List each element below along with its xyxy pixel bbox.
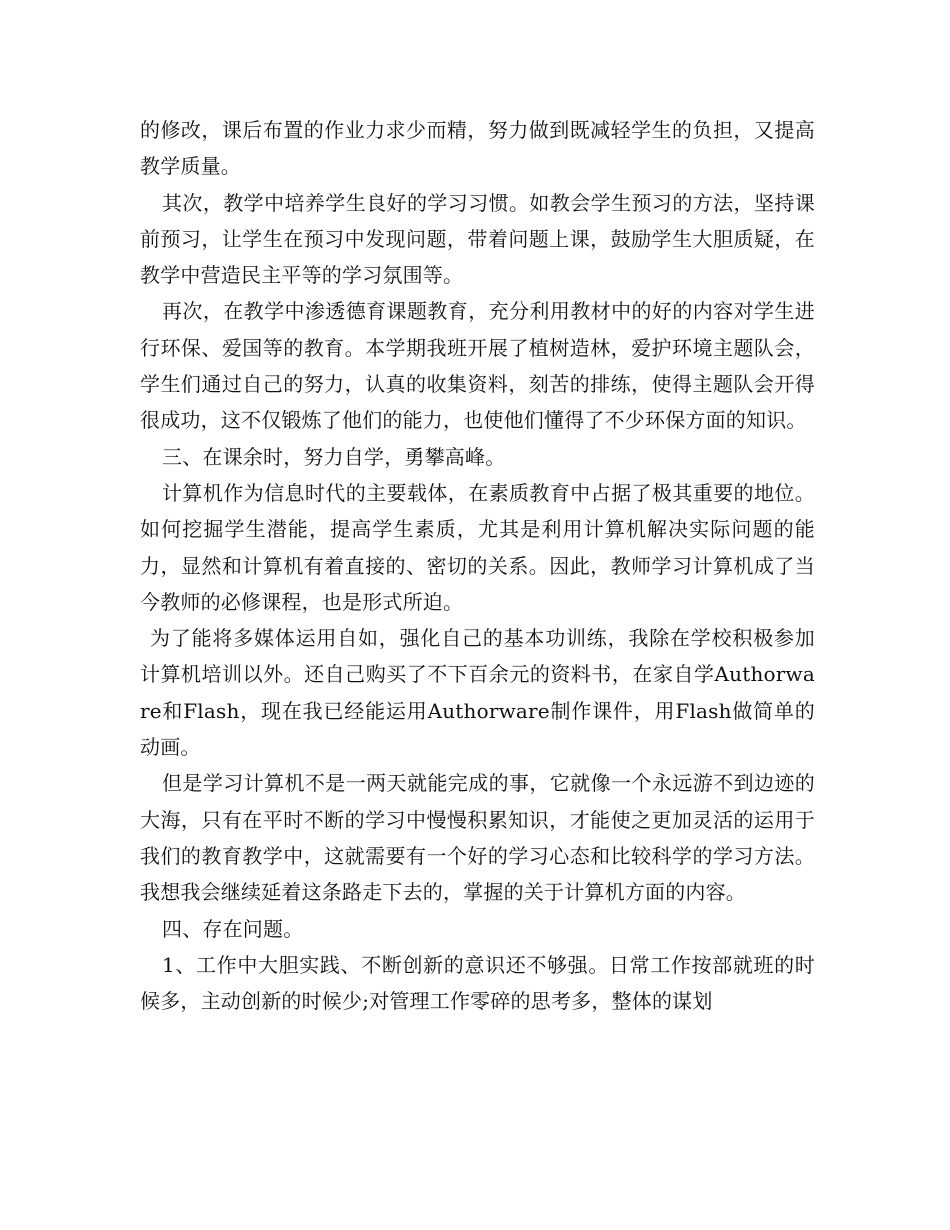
paragraph-continuous-learning: 但是学习计算机不是一两天就能完成的事，它就像一个永远游不到边迹的大海，只有在平时不断的学习中慢慢积累知识，才能使之更加灵活的运用于我们的教育教学中，这就需要有一个好的学习心态和比较科学的学习方法。我想我会继续延着这条路走下去的，掌握的关于计算机方面的内容。 — [140, 771, 815, 905]
paragraph-problem-1: 1、工作中大胆实践、不断创新的意识还不够强。日常工作按部就班的时候多，主动创新的时候少;对管理工作零碎的思考多，整体的谋划 — [140, 952, 815, 1014]
paragraph-continuation: 的修改，课后布置的作业力求少而精，努力做到既减轻学生的负担，又提高教学质量。 — [140, 118, 815, 179]
section-heading-self-study: 三、在课余时，努力自学，勇攀高峰。 — [162, 444, 506, 469]
paragraph-computer-importance: 计算机作为信息时代的主要载体，在素质教育中占据了极其重要的地位。如何挖掘学生潜能，提高学生素质，尤其是利用计算机解决实际问题的能力，显然和计算机有着直接的、密切的关系。因此，教师学习计算机成了当今教师的必修课程，也是形式所迫。 — [140, 480, 815, 614]
paragraph-moral-education: 再次，在教学中渗透德育课题教育，充分利用教材中的好的内容对学生进行环保、爱国等的教育。本学期我班开展了植树造林，爱护环境主题队会，学生们通过自己的努力，认真的收集资料，刻苦的排练，使得主题队会开得很成功，这不仅锻炼了他们的能力，也使他们懂得了不少环保方面的知识。 — [140, 299, 815, 433]
document-body — [140, 112, 815, 1019]
paragraph-study-habits: 其次，教学中培养学生良好的学习习惯。如教会学生预习的方法，坚持课前预习，让学生在预习中发现问题，带着问题上课，鼓励学生大胆质疑，在教学中营造民主平等的学习氛围等。 — [140, 190, 815, 288]
section-heading-problems: 四、存在问题。 — [162, 916, 304, 941]
paragraph-multimedia-training: 为了能将多媒体运用自如，强化自己的基本功训练，我除在学校积极参加计算机培训以外。还自己购买了不下百余元的资料书，在家自学Authorware和Flash，现在我已经能运用Authorware制作课件，用Flash做简单的动画。 — [140, 626, 815, 760]
